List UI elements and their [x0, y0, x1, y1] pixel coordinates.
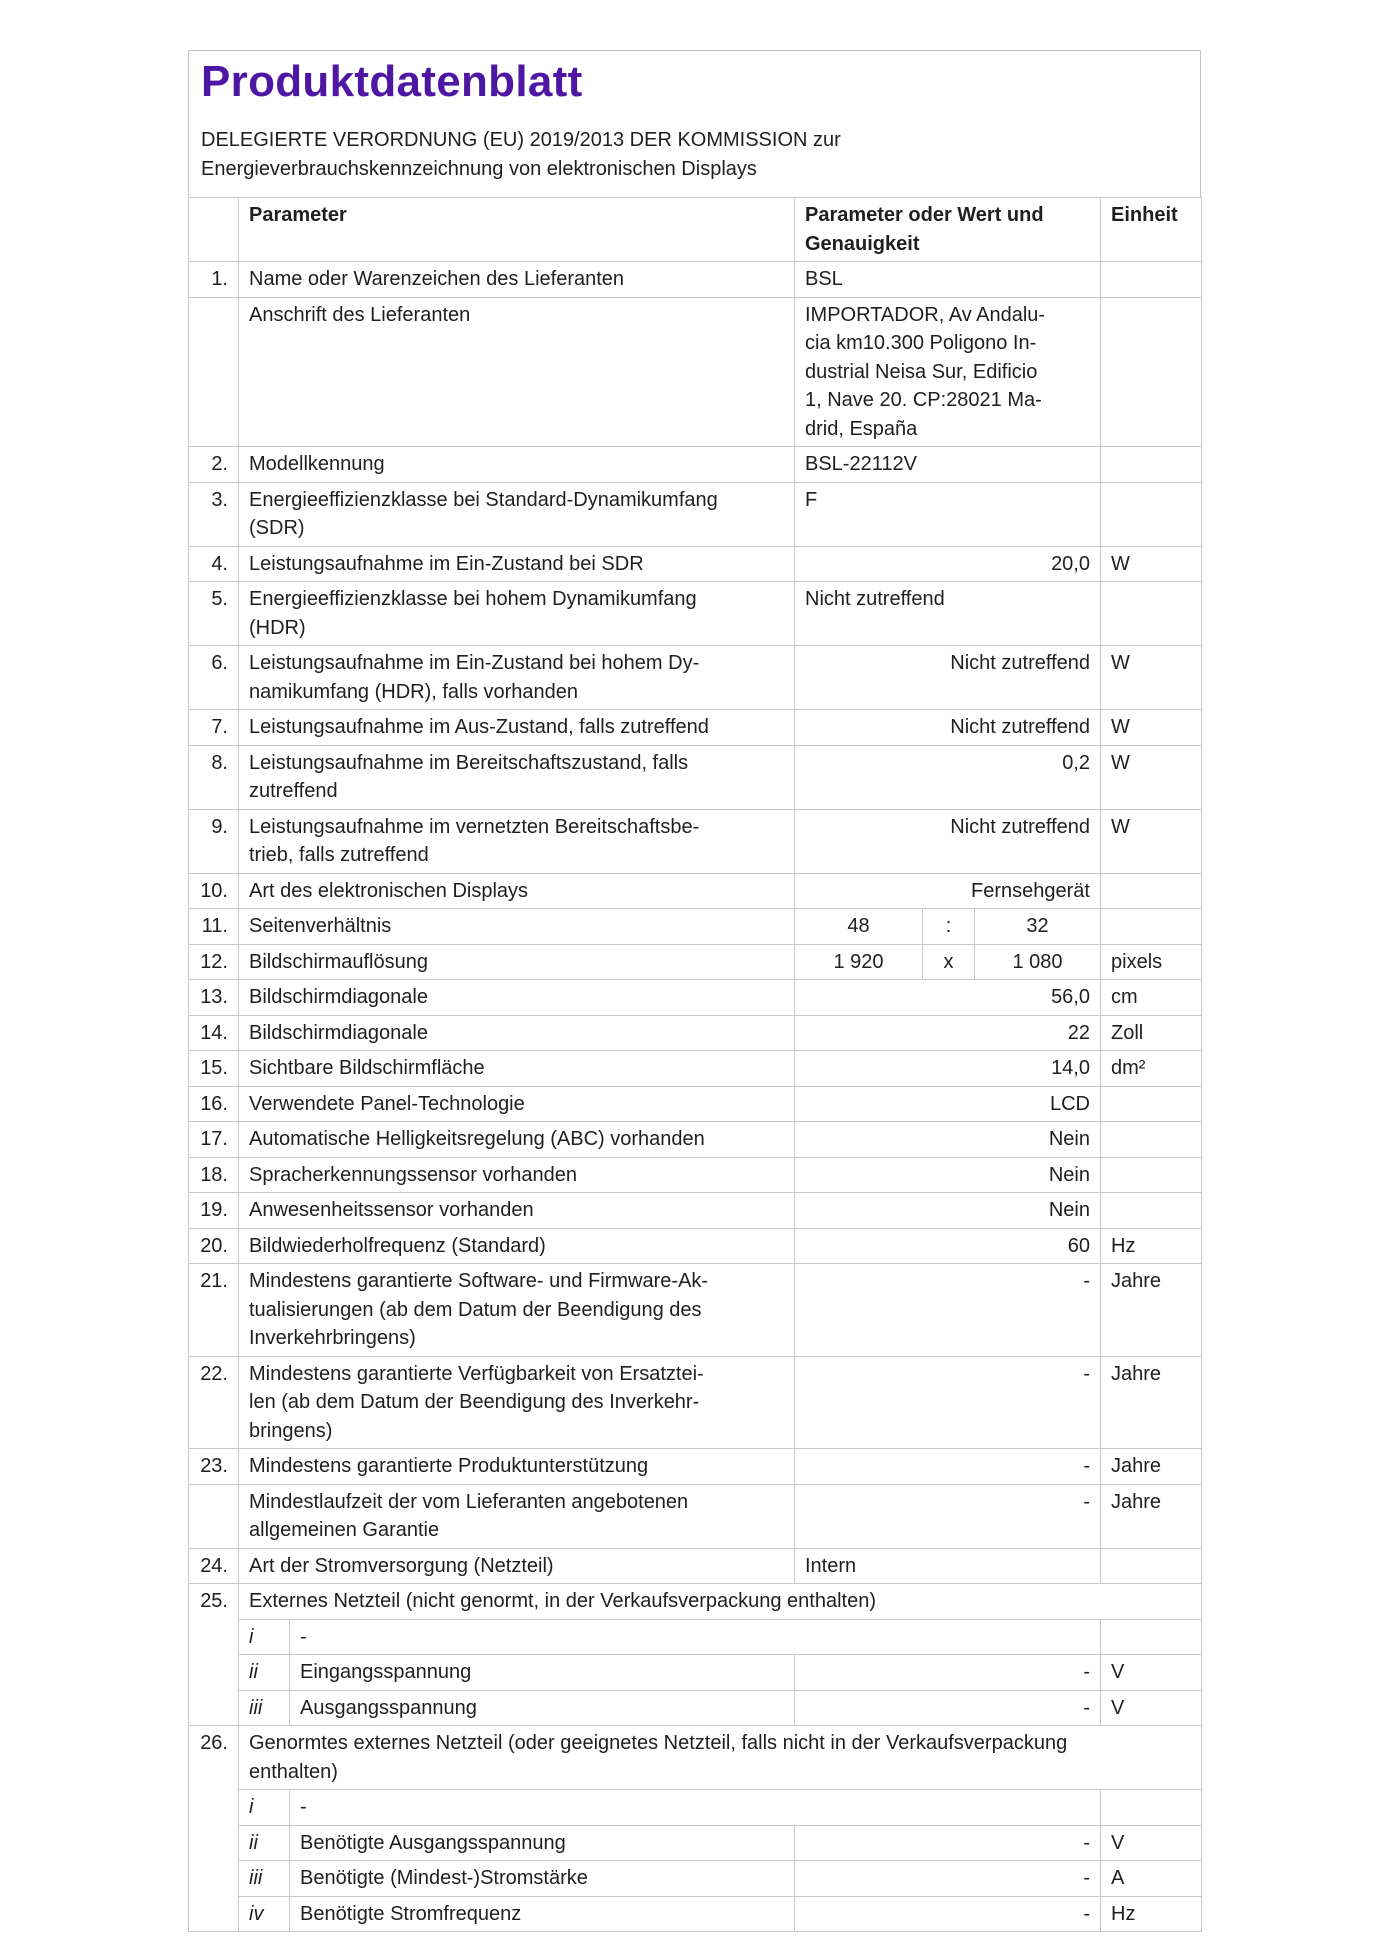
parameter-label: Anschrift des Lieferanten [239, 297, 795, 447]
parameter-unit [1101, 1193, 1202, 1229]
table-row [189, 909, 1202, 945]
table-row [189, 1548, 1202, 1584]
value-header: Parameter oder Wert und Genauigkeit [795, 198, 1101, 262]
row-number: 20. [189, 1228, 239, 1264]
value-part-a: 48 [795, 909, 923, 945]
table-header-row [189, 198, 1202, 262]
parameter-label: Mindestens garantierte Software- und Firmware-Ak- tualisierungen (ab dem Datum der Beendigung des Inverkehrbringens) [239, 1264, 795, 1357]
product-data-sheet [188, 50, 1201, 1932]
row-number: 4. [189, 546, 239, 582]
table-row [189, 1086, 1202, 1122]
table-row [189, 1193, 1202, 1229]
sub-label: Ausgangsspannung [290, 1690, 795, 1726]
row-number: 18. [189, 1157, 239, 1193]
sub-row [189, 1619, 1202, 1655]
table-row [189, 873, 1202, 909]
page-title: Produktdatenblatt [201, 57, 583, 106]
parameter-unit [1101, 582, 1202, 646]
sub-unit [1101, 1619, 1202, 1655]
sub-index: iv [239, 1896, 290, 1932]
value-part-a: 1 920 [795, 944, 923, 980]
sub-index: iii [239, 1690, 290, 1726]
parameter-label: Energieeffizienzklasse bei hohem Dynamikumfang (HDR) [239, 582, 795, 646]
parameter-value: - [795, 1356, 1101, 1449]
table-row [189, 1122, 1202, 1158]
sub-label: Benötigte Ausgangsspannung [290, 1825, 795, 1861]
regulation-line: Energieverbrauchskennzeichnung von elektronischen Displays [201, 158, 757, 180]
row-number [189, 297, 239, 447]
parameter-value: 22 [795, 1015, 1101, 1051]
sub-label: - [290, 1619, 1101, 1655]
sub-value: - [795, 1690, 1101, 1726]
sheet-header [188, 50, 1201, 197]
parameter-label: Art des elektronischen Displays [239, 873, 795, 909]
table-row [189, 809, 1202, 873]
parameter-unit: W [1101, 809, 1202, 873]
table-row [189, 1157, 1202, 1193]
parameter-unit: dm² [1101, 1051, 1202, 1087]
parameter-unit [1101, 297, 1202, 447]
table-row [189, 297, 1202, 447]
row-number: 11. [189, 909, 239, 945]
parameter-value: - [795, 1449, 1101, 1485]
parameter-value: Nicht zutreffend [795, 710, 1101, 746]
parameter-unit: cm [1101, 980, 1202, 1016]
table-row [189, 980, 1202, 1016]
sub-row [189, 1861, 1202, 1897]
row-number: 1. [189, 262, 239, 298]
parameter-label: Art der Stromversorgung (Netzteil) [239, 1548, 795, 1584]
parameter-value: LCD [795, 1086, 1101, 1122]
parameter-unit: Hz [1101, 1228, 1202, 1264]
row-number: 2. [189, 447, 239, 483]
parameter-value: Intern [795, 1548, 1101, 1584]
parameter-label: Anwesenheitssensor vorhanden [239, 1193, 795, 1229]
sub-label: Eingangsspannung [290, 1655, 795, 1691]
parameter-value: 14,0 [795, 1051, 1101, 1087]
sub-index: ii [239, 1825, 290, 1861]
parameter-table [188, 197, 1202, 1932]
row-number: 23. [189, 1449, 239, 1485]
sub-value: - [795, 1825, 1101, 1861]
parameter-value: Nein [795, 1122, 1101, 1158]
parameter-unit: W [1101, 710, 1202, 746]
row-number: 12. [189, 944, 239, 980]
sub-label: Benötigte (Mindest-)Stromstärke [290, 1861, 795, 1897]
row-number: 5. [189, 582, 239, 646]
table-row [189, 710, 1202, 746]
table-row [189, 1264, 1202, 1357]
parameter-label: Mindestlaufzeit der vom Lieferanten angebotenen allgemeinen Garantie [239, 1484, 795, 1548]
sub-value: - [795, 1655, 1101, 1691]
row-number: 24. [189, 1548, 239, 1584]
sub-label: - [290, 1790, 1101, 1826]
parameter-unit: Jahre [1101, 1264, 1202, 1357]
row-number-header [189, 198, 239, 262]
parameter-unit [1101, 1157, 1202, 1193]
regulation-line: DELEGIERTE VERORDNUNG (EU) 2019/2013 DER KOMMISSION zur [201, 129, 841, 151]
parameter-label: Modellkennung [239, 447, 795, 483]
sub-unit: Hz [1101, 1896, 1202, 1932]
parameter-unit: W [1101, 546, 1202, 582]
parameter-value: BSL-22112V [795, 447, 1101, 483]
table-row [189, 1051, 1202, 1087]
parameter-unit [1101, 447, 1202, 483]
parameter-value: 56,0 [795, 980, 1101, 1016]
parameter-value: F [795, 482, 1101, 546]
parameter-label: Name oder Warenzeichen des Lieferanten [239, 262, 795, 298]
parameter-label: Bildschirmauflösung [239, 944, 795, 980]
sub-index: iii [239, 1861, 290, 1897]
parameter-unit [1101, 1122, 1202, 1158]
row-number: 15. [189, 1051, 239, 1087]
table-row [189, 546, 1202, 582]
sub-index: i [239, 1619, 290, 1655]
parameter-label: Leistungsaufnahme im Ein-Zustand bei SDR [239, 546, 795, 582]
parameter-label: Leistungsaufnahme im vernetzten Bereitschaftsbe- trieb, falls zutreffend [239, 809, 795, 873]
parameter-value: Nicht zutreffend [795, 809, 1101, 873]
table-row [189, 1228, 1202, 1264]
parameter-label: Seitenverhältnis [239, 909, 795, 945]
table-row [189, 646, 1202, 710]
table-row [189, 1015, 1202, 1051]
sub-row [189, 1825, 1202, 1861]
parameter-unit [1101, 873, 1202, 909]
parameter-label: Leistungsaufnahme im Aus-Zustand, falls zutreffend [239, 710, 795, 746]
row-number: 6. [189, 646, 239, 710]
parameter-label: Bildschirmdiagonale [239, 1015, 795, 1051]
parameter-label: Mindestens garantierte Verfügbarkeit von Ersatztei- len (ab dem Datum der Beendigung des Inverkehr- bringens) [239, 1356, 795, 1449]
parameter-label: Energieeffizienzklasse bei Standard-Dynamikumfang (SDR) [239, 482, 795, 546]
parameter-label: Bildwiederholfrequenz (Standard) [239, 1228, 795, 1264]
row-number: 19. [189, 1193, 239, 1229]
parameter-unit [1101, 909, 1202, 945]
parameter-label: Leistungsaufnahme im Bereitschaftszustand, falls zutreffend [239, 745, 795, 809]
table-row [189, 447, 1202, 483]
row-number: 7. [189, 710, 239, 746]
parameter-unit [1101, 1548, 1202, 1584]
sub-index: i [239, 1790, 290, 1826]
table-row [189, 482, 1202, 546]
sub-unit: V [1101, 1655, 1202, 1691]
value-part-b: 1 080 [975, 944, 1101, 980]
parameter-label: Sichtbare Bildschirmfläche [239, 1051, 795, 1087]
parameter-unit [1101, 262, 1202, 298]
parameter-unit [1101, 1086, 1202, 1122]
section-title-row [189, 1726, 1202, 1790]
sub-row [189, 1655, 1202, 1691]
row-number: 3. [189, 482, 239, 546]
section-title: Genormtes externes Netzteil (oder geeignetes Netzteil, falls nicht in der Verkaufsverpackung enthalten) [239, 1726, 1202, 1790]
parameter-label: Bildschirmdiagonale [239, 980, 795, 1016]
parameter-value: - [795, 1484, 1101, 1548]
row-number: 26. [189, 1726, 239, 1932]
row-number: 16. [189, 1086, 239, 1122]
sub-value: - [795, 1861, 1101, 1897]
table-row [189, 1356, 1202, 1449]
parameter-unit: Jahre [1101, 1356, 1202, 1449]
parameter-label: Spracherkennungssensor vorhanden [239, 1157, 795, 1193]
parameter-value: 0,2 [795, 745, 1101, 809]
table-row [189, 262, 1202, 298]
value-part-b: 32 [975, 909, 1101, 945]
parameter-value: BSL [795, 262, 1101, 298]
sub-row [189, 1690, 1202, 1726]
parameter-unit: W [1101, 646, 1202, 710]
parameter-value: Nicht zutreffend [795, 582, 1101, 646]
row-number: 17. [189, 1122, 239, 1158]
parameter-unit: pixels [1101, 944, 1202, 980]
parameter-value: Nein [795, 1193, 1101, 1229]
sub-label: Benötigte Stromfrequenz [290, 1896, 795, 1932]
parameter-value: Fernsehgerät [795, 873, 1101, 909]
parameter-value: 60 [795, 1228, 1101, 1264]
row-number: 9. [189, 809, 239, 873]
sub-unit: V [1101, 1825, 1202, 1861]
table-row [189, 745, 1202, 809]
parameter-value: - [795, 1264, 1101, 1357]
table-row [189, 1484, 1202, 1548]
parameter-unit [1101, 482, 1202, 546]
sub-value: - [795, 1896, 1101, 1932]
parameter-label: Verwendete Panel-Technologie [239, 1086, 795, 1122]
table-row [189, 582, 1202, 646]
row-number: 14. [189, 1015, 239, 1051]
parameter-unit: Zoll [1101, 1015, 1202, 1051]
parameter-label: Automatische Helligkeitsregelung (ABC) vorhanden [239, 1122, 795, 1158]
row-number: 21. [189, 1264, 239, 1357]
sub-unit [1101, 1790, 1202, 1826]
parameter-label: Leistungsaufnahme im Ein-Zustand bei hohem Dy- namikumfang (HDR), falls vorhanden [239, 646, 795, 710]
parameter-value: Nicht zutreffend [795, 646, 1101, 710]
sub-unit: V [1101, 1690, 1202, 1726]
row-number [189, 1484, 239, 1548]
sub-row [189, 1896, 1202, 1932]
section-title: Externes Netzteil (nicht genormt, in der Verkaufsverpackung enthalten) [239, 1584, 1202, 1620]
value-separator: : [923, 909, 975, 945]
row-number: 22. [189, 1356, 239, 1449]
parameter-label: Mindestens garantierte Produktunterstützung [239, 1449, 795, 1485]
parameter-value: Nein [795, 1157, 1101, 1193]
regulation-reference [201, 126, 1188, 184]
table-row [189, 1449, 1202, 1485]
row-number: 13. [189, 980, 239, 1016]
sub-row [189, 1790, 1202, 1826]
table-row [189, 944, 1202, 980]
sub-index: ii [239, 1655, 290, 1691]
section-title-row [189, 1584, 1202, 1620]
row-number: 25. [189, 1584, 239, 1726]
row-number: 8. [189, 745, 239, 809]
value-separator: x [923, 944, 975, 980]
parameter-header: Parameter [239, 198, 795, 262]
sub-unit: A [1101, 1861, 1202, 1897]
parameter-unit: W [1101, 745, 1202, 809]
row-number: 10. [189, 873, 239, 909]
parameter-unit: Jahre [1101, 1449, 1202, 1485]
parameter-value: IMPORTADOR, Av Andalu- cia km10.300 Poligono In- dustrial Neisa Sur, Edificio 1, Nave 20. CP:28021 Ma- drid, España [795, 297, 1101, 447]
parameter-unit: Jahre [1101, 1484, 1202, 1548]
parameter-value: 20,0 [795, 546, 1101, 582]
unit-header: Einheit [1101, 198, 1202, 262]
